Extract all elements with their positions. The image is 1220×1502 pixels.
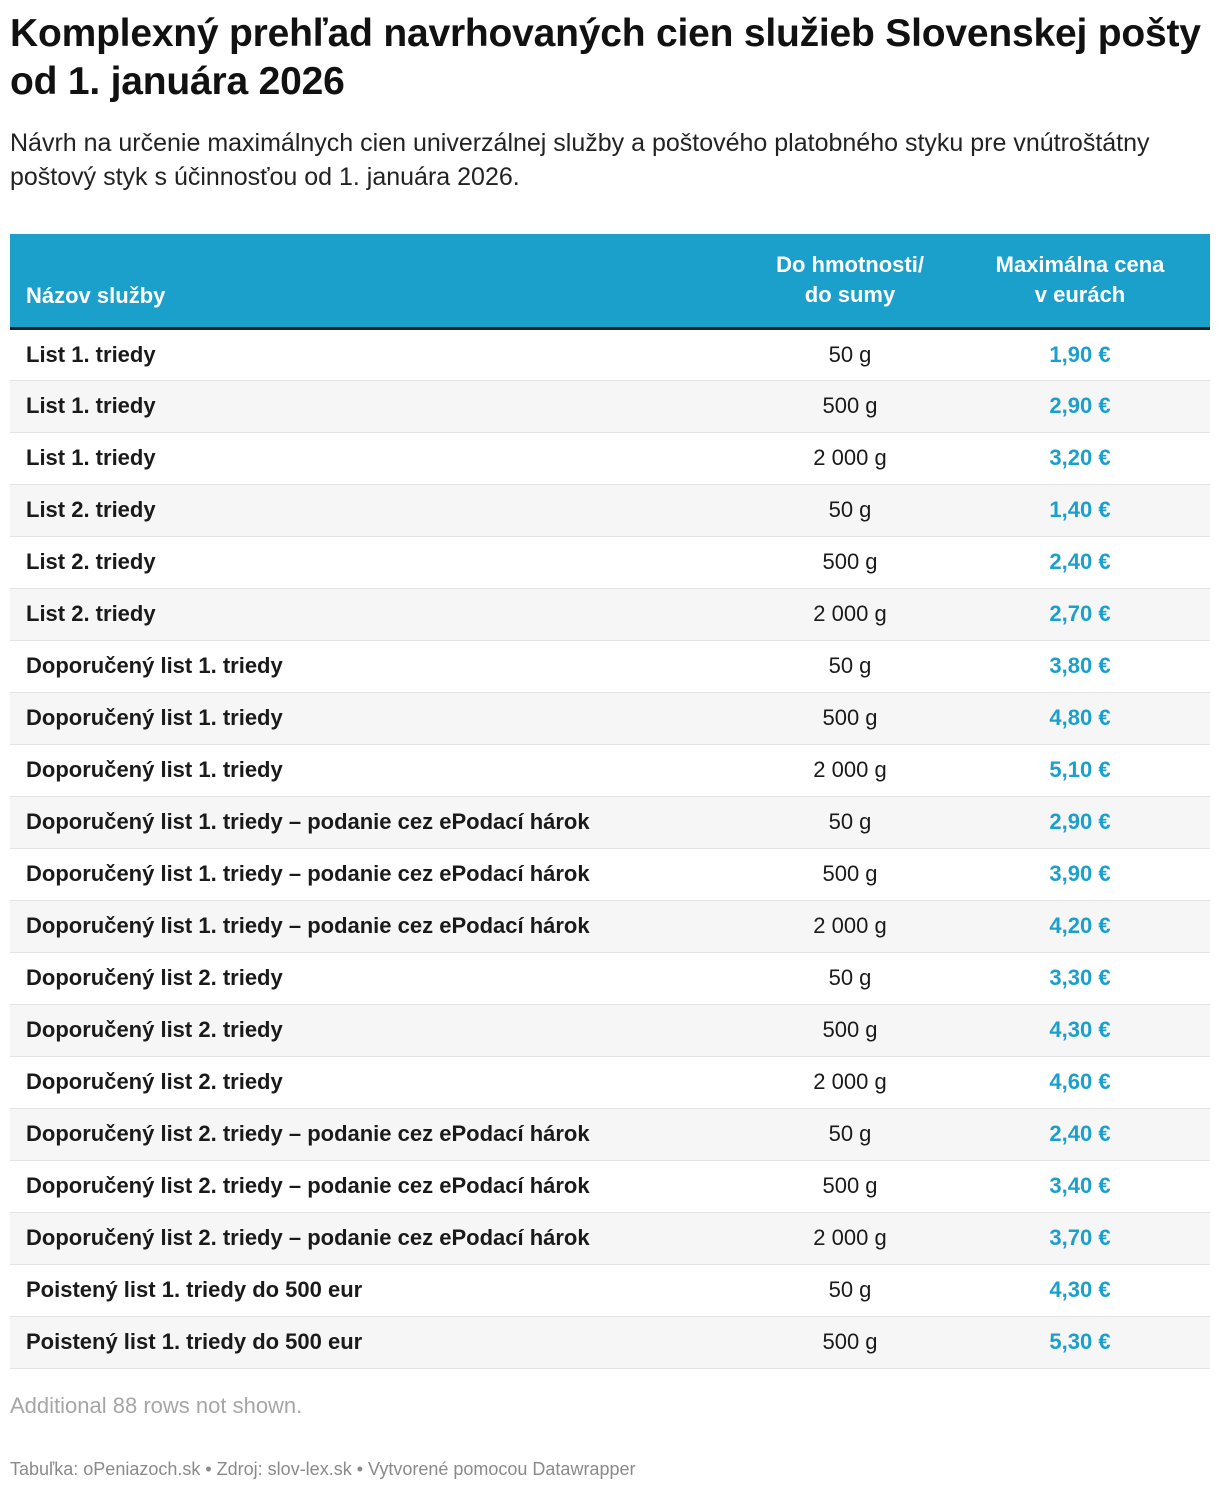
cell-service-name: Doporučený list 2. triedy: [10, 1004, 750, 1056]
more-rows-note: Additional 88 rows not shown.: [10, 1392, 303, 1418]
cell-weight-limit: 500 g: [750, 380, 950, 432]
cell-service-name: Doporučený list 2. triedy – podanie cez ePodací hárok: [10, 1160, 750, 1212]
cell-weight-limit: 50 g: [750, 1264, 950, 1316]
table-row: [10, 1056, 1210, 1108]
cell-service-name: Poistený list 1. triedy do 500 eur: [10, 1316, 750, 1368]
cell-weight-limit: 500 g: [750, 1004, 950, 1056]
cell-service-name: Doporučený list 2. triedy: [10, 952, 750, 1004]
cell-max-price: 4,30 €: [950, 1004, 1210, 1056]
table-row: [10, 848, 1210, 900]
table-row: [10, 692, 1210, 744]
cell-weight-limit: 50 g: [750, 328, 950, 380]
cell-max-price: 3,90 €: [950, 848, 1210, 900]
table-header-row: [10, 234, 1210, 328]
cell-service-name: Doporučený list 2. triedy: [10, 1056, 750, 1108]
cell-max-price: 5,30 €: [950, 1316, 1210, 1368]
source-footer: Tabuľka: oPeniazoch.sk • Zdroj: slov-lex.sk • Vytvorené pomocou Datawrapper: [10, 1458, 636, 1479]
cell-max-price: 4,80 €: [950, 692, 1210, 744]
cell-max-price: 2,70 €: [950, 588, 1210, 640]
cell-service-name: List 1. triedy: [10, 328, 750, 380]
cell-service-name: List 2. triedy: [10, 484, 750, 536]
cell-max-price: 3,30 €: [950, 952, 1210, 1004]
cell-service-name: Doporučený list 1. triedy: [10, 744, 750, 796]
table-row: [10, 484, 1210, 536]
cell-weight-limit: 2 000 g: [750, 1212, 950, 1264]
table-row: [10, 536, 1210, 588]
cell-max-price: 2,90 €: [950, 796, 1210, 848]
table-row: [10, 1108, 1210, 1160]
cell-weight-limit: 50 g: [750, 796, 950, 848]
cell-service-name: List 2. triedy: [10, 588, 750, 640]
table-row: [10, 744, 1210, 796]
table-row: [10, 588, 1210, 640]
cell-service-name: List 1. triedy: [10, 380, 750, 432]
cell-service-name: Doporučený list 2. triedy – podanie cez ePodací hárok: [10, 1108, 750, 1160]
cell-service-name: Doporučený list 1. triedy – podanie cez ePodací hárok: [10, 848, 750, 900]
cell-service-name: Doporučený list 1. triedy – podanie cez ePodací hárok: [10, 796, 750, 848]
cell-max-price: 4,30 €: [950, 1264, 1210, 1316]
cell-weight-limit: 50 g: [750, 1108, 950, 1160]
cell-max-price: 2,90 €: [950, 380, 1210, 432]
table-row: [10, 1004, 1210, 1056]
cell-max-price: 3,70 €: [950, 1212, 1210, 1264]
price-table: [10, 234, 1210, 1369]
cell-weight-limit: 2 000 g: [750, 432, 950, 484]
table-row: [10, 640, 1210, 692]
cell-weight-limit: 2 000 g: [750, 900, 950, 952]
table-row: [10, 380, 1210, 432]
cell-weight-limit: 500 g: [750, 848, 950, 900]
table-row: [10, 1316, 1210, 1368]
cell-max-price: 2,40 €: [950, 1108, 1210, 1160]
cell-weight-limit: 500 g: [750, 1316, 950, 1368]
header-weight-limit: Do hmotnosti/ do sumy: [750, 234, 950, 328]
cell-service-name: Doporučený list 1. triedy: [10, 640, 750, 692]
cell-service-name: Doporučený list 1. triedy – podanie cez ePodací hárok: [10, 900, 750, 952]
cell-service-name: List 1. triedy: [10, 432, 750, 484]
cell-weight-limit: 2 000 g: [750, 744, 950, 796]
cell-max-price: 3,80 €: [950, 640, 1210, 692]
table-row: [10, 796, 1210, 848]
table-body: [10, 328, 1210, 1368]
cell-service-name: Doporučený list 2. triedy – podanie cez ePodací hárok: [10, 1212, 750, 1264]
header-service-name: Názov služby: [10, 234, 750, 328]
cell-weight-limit: 50 g: [750, 952, 950, 1004]
cell-max-price: 1,90 €: [950, 328, 1210, 380]
cell-max-price: 3,40 €: [950, 1160, 1210, 1212]
table-row: [10, 952, 1210, 1004]
cell-service-name: Doporučený list 1. triedy: [10, 692, 750, 744]
cell-max-price: 2,40 €: [950, 536, 1210, 588]
cell-weight-limit: 2 000 g: [750, 588, 950, 640]
chart-title: Komplexný prehľad navrhovaných cien služieb Slovenskej pošty od 1. januára 2026: [10, 12, 1201, 103]
cell-weight-limit: 500 g: [750, 1160, 950, 1212]
cell-weight-limit: 500 g: [750, 692, 950, 744]
table-row: [10, 328, 1210, 380]
chart-subtitle: Návrh na určenie maximálnych cien univerzálnej služby a poštového platobného styku pre vnútroštátny poštový styk s účinnosťou od 1. januára 2026.: [10, 129, 1150, 191]
table-row: [10, 1264, 1210, 1316]
cell-weight-limit: 500 g: [750, 536, 950, 588]
table-row: [10, 432, 1210, 484]
header-max-price: Maximálna cena v eurách: [950, 234, 1210, 328]
table-row: [10, 1212, 1210, 1264]
cell-weight-limit: 50 g: [750, 484, 950, 536]
cell-max-price: 1,40 €: [950, 484, 1210, 536]
table-row: [10, 1160, 1210, 1212]
cell-weight-limit: 50 g: [750, 640, 950, 692]
cell-max-price: 5,10 €: [950, 744, 1210, 796]
table-row: [10, 900, 1210, 952]
cell-weight-limit: 2 000 g: [750, 1056, 950, 1108]
cell-max-price: 4,60 €: [950, 1056, 1210, 1108]
cell-max-price: 4,20 €: [950, 900, 1210, 952]
cell-max-price: 3,20 €: [950, 432, 1210, 484]
cell-service-name: List 2. triedy: [10, 536, 750, 588]
cell-service-name: Poistený list 1. triedy do 500 eur: [10, 1264, 750, 1316]
